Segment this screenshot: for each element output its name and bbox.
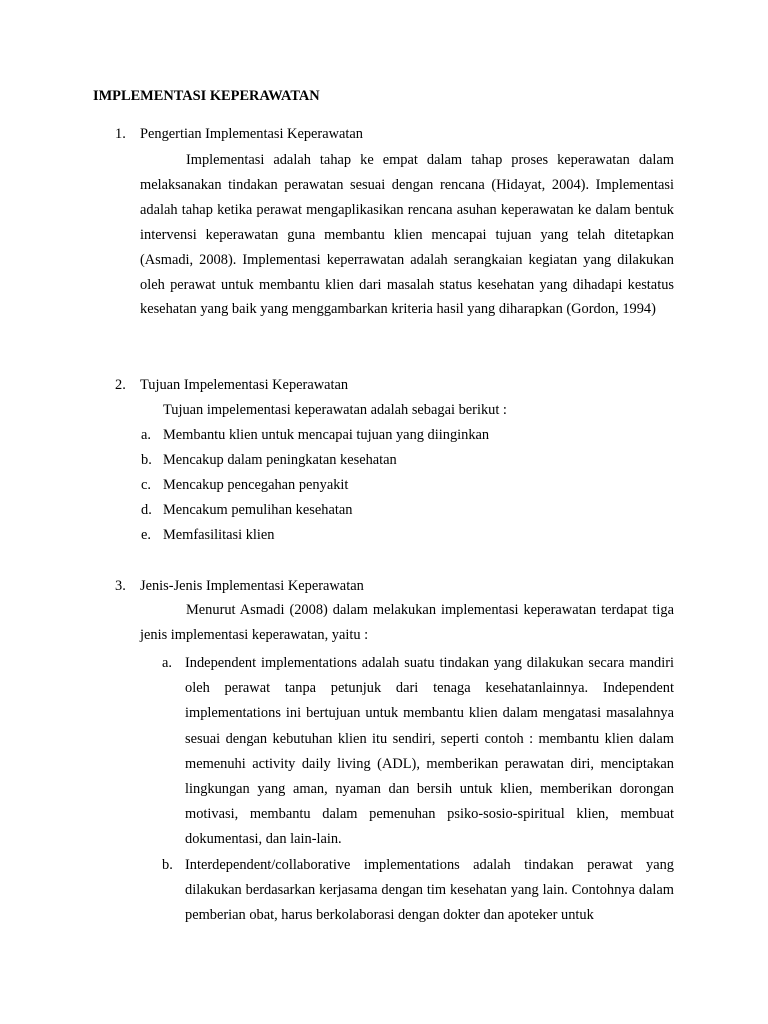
list-item-text: Mencakup pencegahan penyakit [163,477,349,493]
document-title: IMPLEMENTASI KEPERAWATAN [93,88,320,104]
section-2-intro: Tujuan impelementasi keperawatan adalah sebagai berikut : [163,402,507,418]
section-1-paragraph [140,148,674,322]
section-2-heading [115,375,349,395]
section-3-heading [115,576,364,596]
list-marker: a. [141,427,151,443]
list-marker: b. [162,857,173,873]
list-item [141,450,397,470]
list-item [141,475,349,495]
section-3-title: Jenis-Jenis Implementasi Keperawatan [140,578,364,594]
section-3-intro-text: Menurut Asmadi (2008) dalam melakukan implementasi keperawatan terdapat tiga jenis implementasi keperawatan, yaitu : [140,602,674,643]
section-2-number: 2. [115,377,126,393]
list-item [162,853,674,929]
list-item-text: Memfasilitasi klien [163,527,275,543]
list-item [141,500,353,520]
list-marker: e. [141,527,151,543]
section-3-number: 3. [115,578,126,594]
list-marker: d. [141,502,152,518]
list-marker: c. [141,477,151,493]
section-1-paragraph-text: Implementasi adalah tahap ke empat dalam tahap proses keperawatan dalam melaksanakan tindakan perawatan sesuai dengan rencana (Hidayat, 2004). Implementasi adalah tahap ketika perawat mengaplikasikan rencana asuhan keperawatan ke dalam bentuk intervensi keperawatan guna membantu klien mencapai tujuan yang telah ditetapkan (Asmadi, 2008). Implementasi keperrawatan adalah serangkaian kegiatan yang dilakukan oleh perawat untuk membantu klien dari masalah status kesehatan yang dihadapi kestatus kesehatan yang baik yang menggambarkan kriteria hasil yang diharapkan (Gordon, 1994) [140,152,674,318]
list-item-text: Independent implementations adalah suatu tindakan yang dilakukan secara mandiri oleh perawat tanpa petunjuk dari tenaga kesehatanlainnya. Independent implementations ini bertujuan untuk membantu klien dalam mengatasi masalahnya sesuai dengan kebutuhan klien itu sendiri, seperti contoh : membantu klien dalam memenuhi activity daily living (ADL), memberikan perawatan diri, menciptakan lingkungan yang aman, nyaman dan bersih untuk klien, memberikan dorongan motivasi, membantu dalam pemenuhan psiko-sosio-spiritual klien, membuat dokumentasi, dan lain-lain. [185,655,674,848]
section-1-number: 1. [115,126,126,142]
section-1-title: Pengertian Implementasi Keperawatan [140,126,363,142]
section-1-heading [115,124,363,144]
list-item-text: Mencakum pemulihan kesehatan [163,502,353,518]
list-marker: a. [162,655,172,671]
list-marker: b. [141,452,152,468]
list-item-text: Mencakup dalam peningkatan kesehatan [163,452,397,468]
list-item [141,525,275,545]
section-3-intro [140,598,674,648]
list-item-text: Membantu klien untuk mencapai tujuan yang diinginkan [163,427,490,443]
section-2-title: Tujuan Impelementasi Keperawatan [140,377,349,393]
list-item-text: Interdependent/collaborative implementations adalah tindakan perawat yang dilakukan berdasarkan kerjasama dengan tim kesehatan yang lain. Contohnya dalam pemberian obat, harus berkolaborasi dengan dokter dan apoteker untuk [185,857,674,924]
list-item [162,651,674,853]
list-item [141,425,490,445]
